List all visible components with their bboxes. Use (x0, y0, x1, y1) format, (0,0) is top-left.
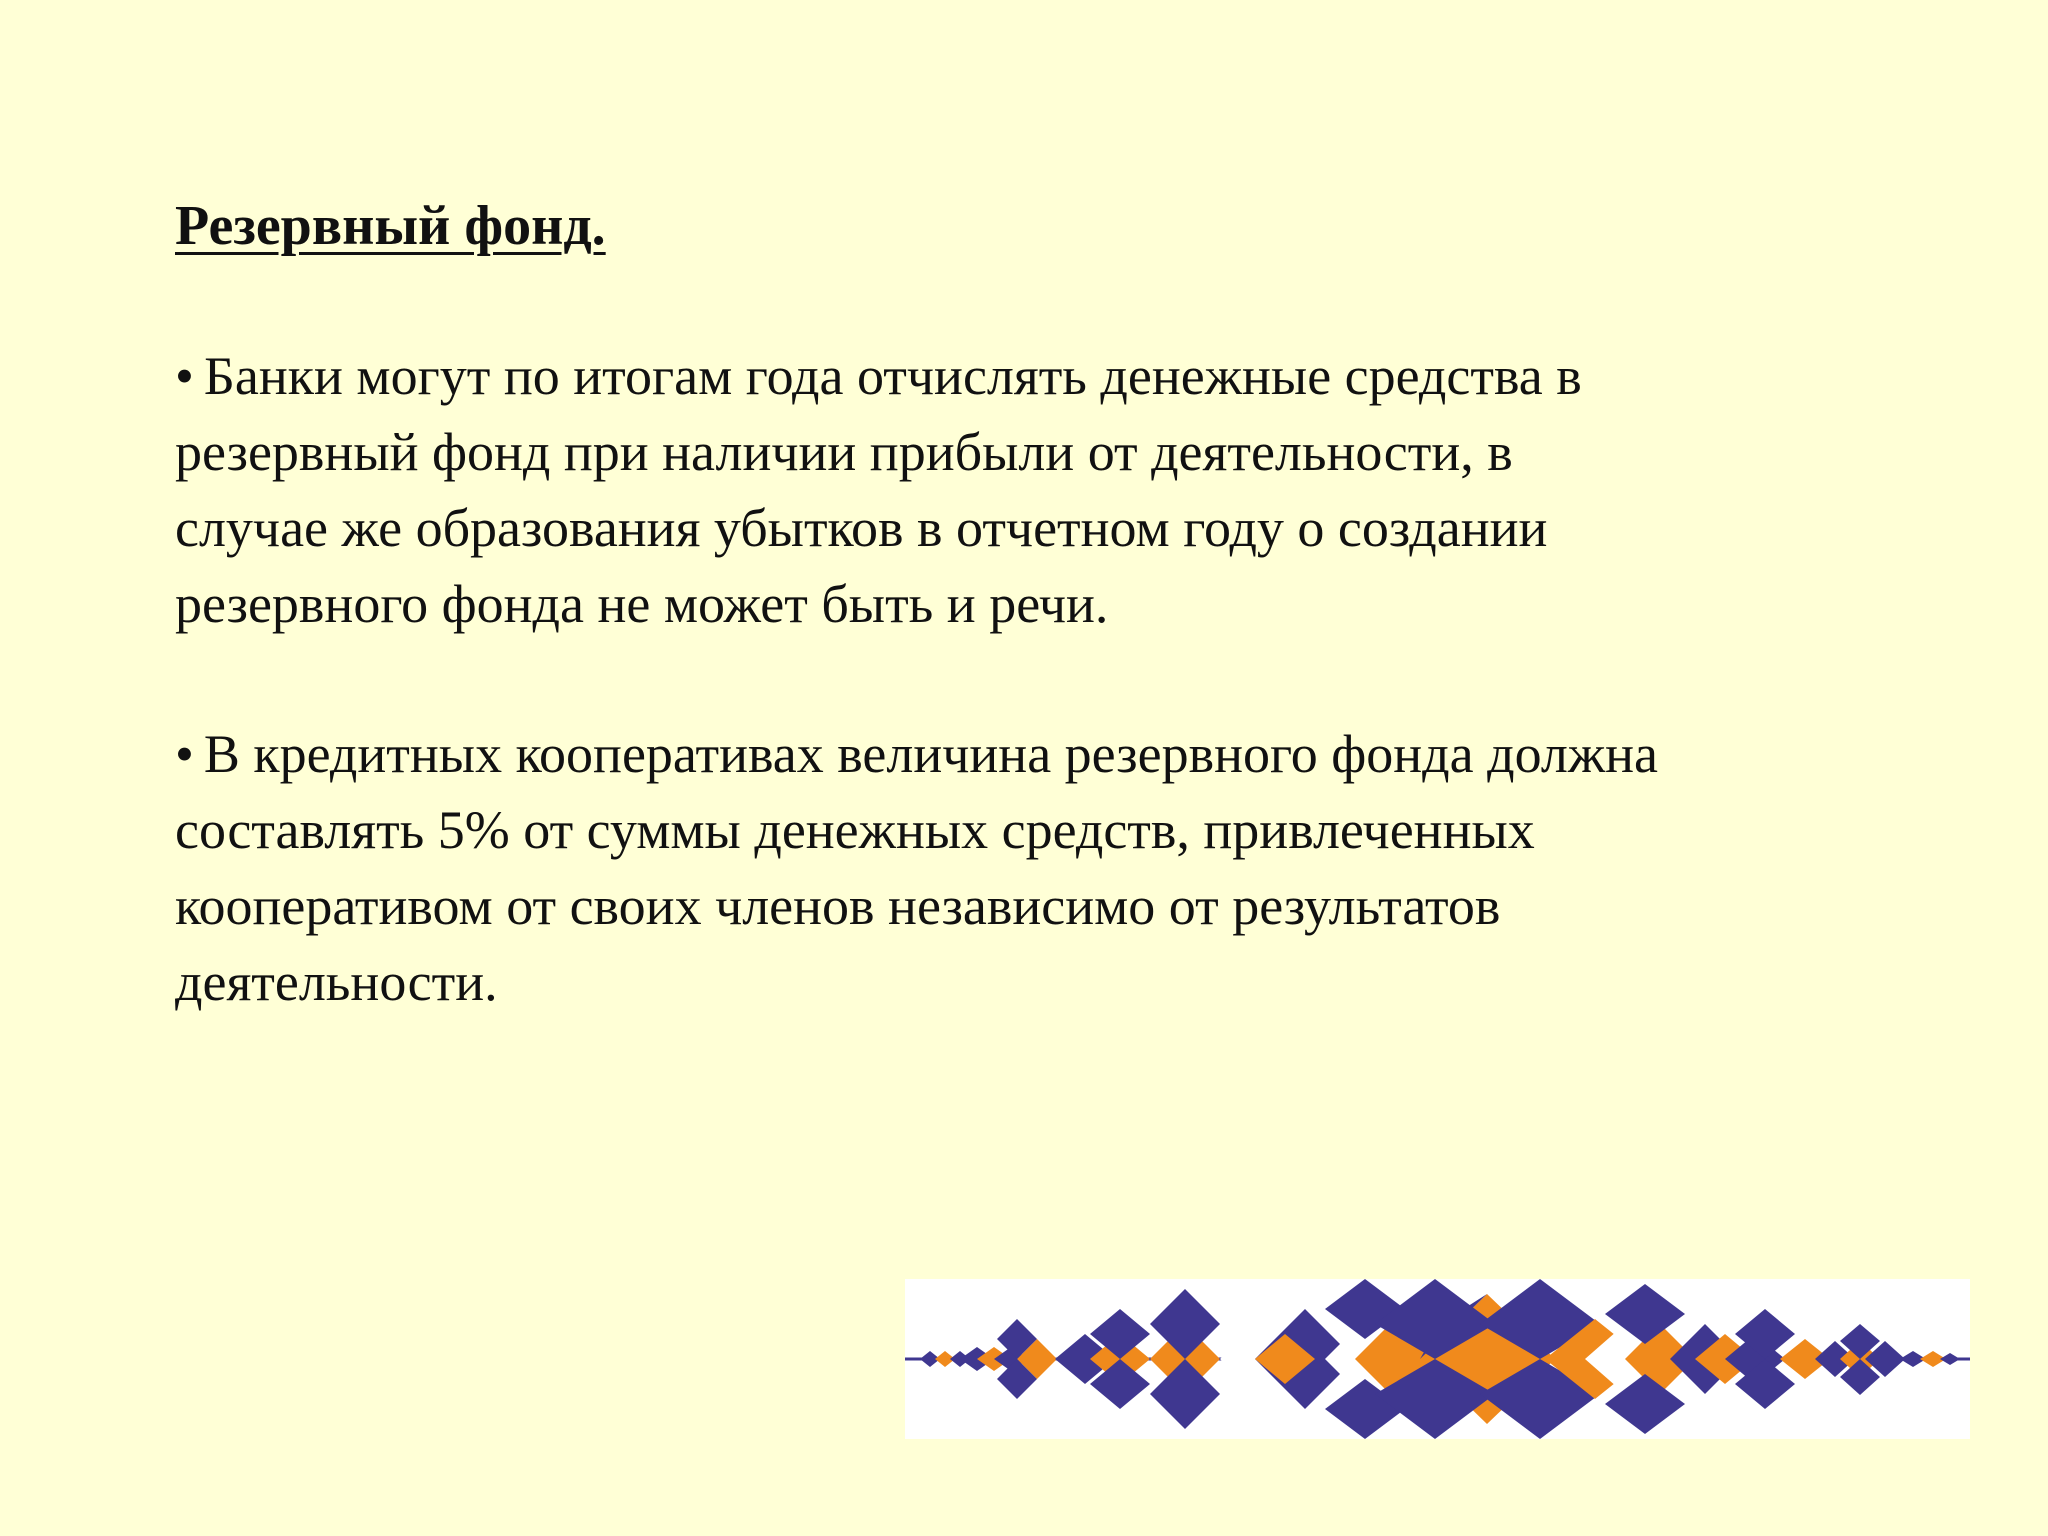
bullet-paragraph-1 (175, 338, 1935, 642)
slide-content (175, 188, 1935, 1094)
line-text: Банки могут по итогам года отчислять денежные средства в (203, 346, 1582, 406)
text-line: резервный фонд при наличии прибыли от деятельности, в (175, 422, 1513, 482)
line-text: В кредитных кооперативах величина резервного фонда должна (203, 724, 1659, 784)
text-line: кооперативом от своих членов независимо от результатов (175, 876, 1501, 936)
text-line (175, 338, 1935, 414)
text-line: случае же образования убытков в отчетном году о создании (175, 498, 1548, 558)
text-line: деятельности. (175, 952, 498, 1012)
text-line (175, 716, 1935, 792)
bullet-paragraph-2 (175, 716, 1935, 1020)
slide-title: Резервный фонд. (175, 195, 606, 257)
diamond-pattern-banner-icon (905, 1279, 1970, 1439)
bullet-mark: • (175, 346, 194, 406)
diamond-pattern-svg (905, 1279, 1970, 1439)
text-line: резервного фонда не может быть и речи. (175, 574, 1109, 634)
bullet-mark: • (175, 724, 194, 784)
text-line: составлять 5% от суммы денежных средств, привлеченных (175, 800, 1535, 860)
